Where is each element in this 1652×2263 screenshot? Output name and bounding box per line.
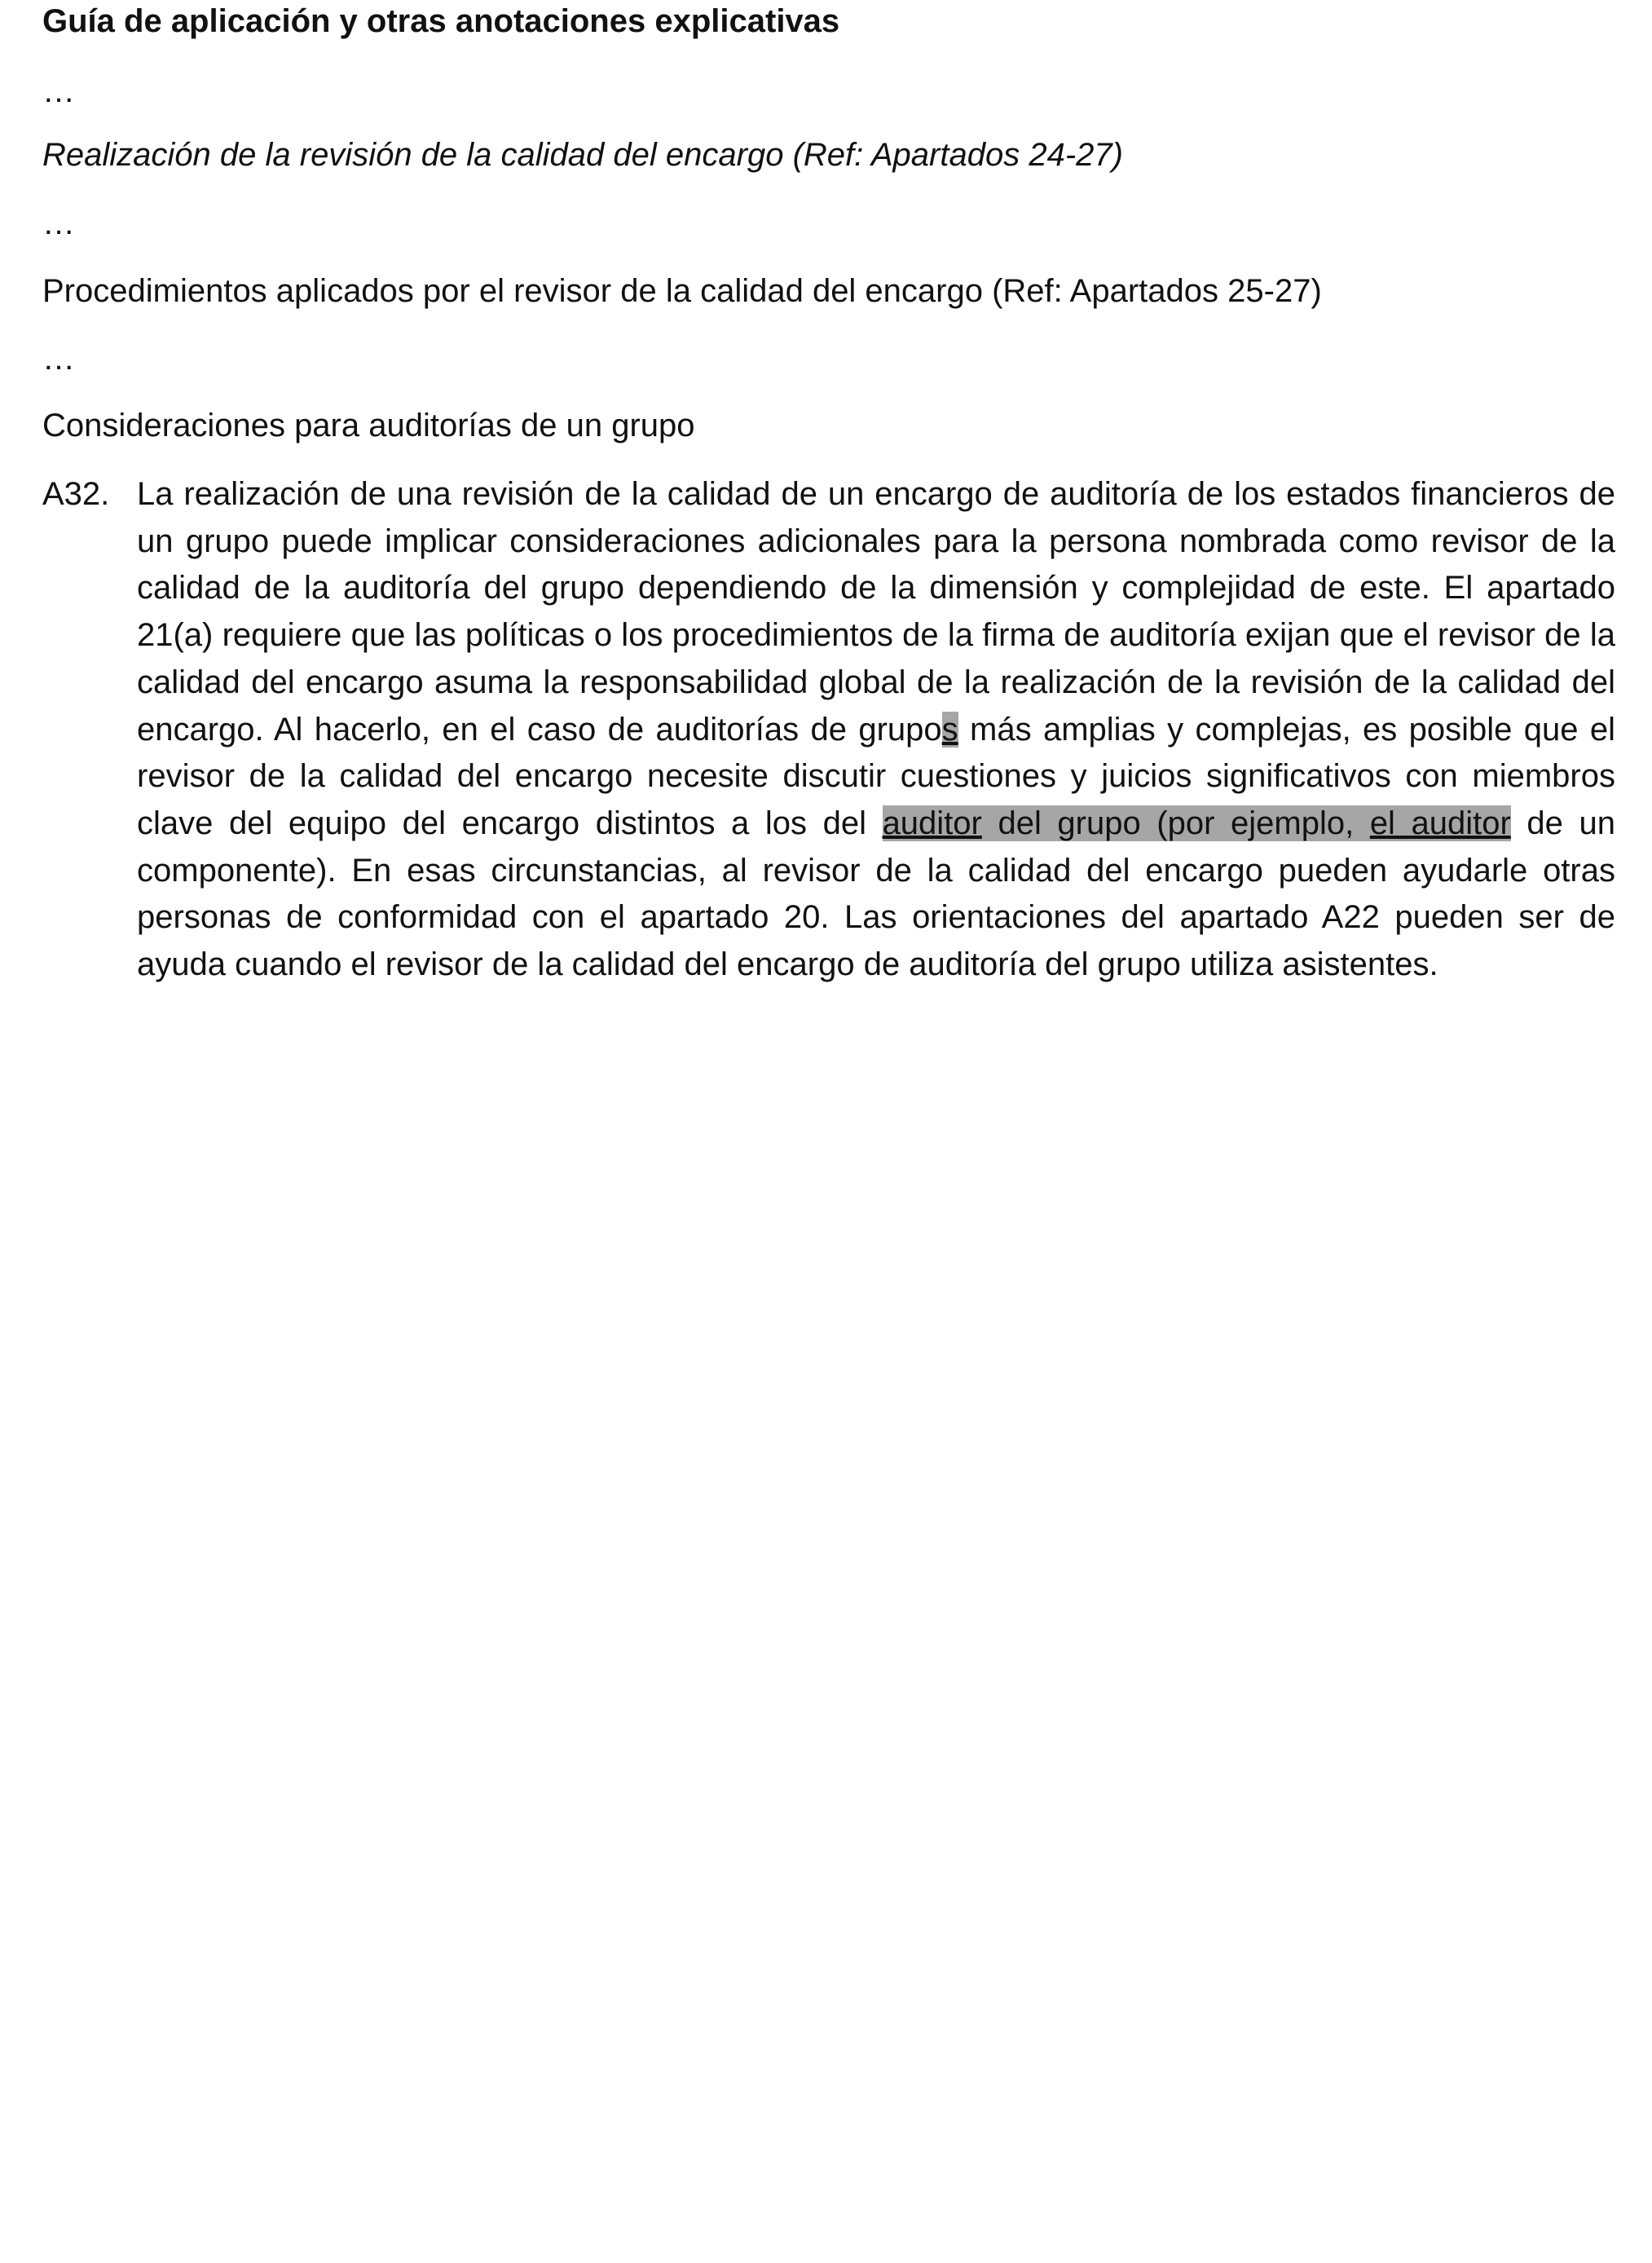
paragraph-number: A32.: [42, 476, 110, 512]
paragraph-text-part-2: más amplias y complejas, es posible que el revisor de la calidad del encargo necesite discutir cuestiones y juicios significativos con miembros clave del equipo del encargo distintos a los del: [137, 711, 1616, 841]
ellipsis-1: …: [42, 73, 75, 109]
paragraph-a32: [42, 471, 1615, 989]
highlighted-text: del grupo (por ejemplo,: [981, 805, 1370, 841]
section-subheading-italic: Realización de la revisión de la calidad del encargo (Ref: Apartados 24-27): [42, 137, 1123, 173]
tracked-change-highlight: auditor: [882, 805, 982, 841]
tracked-change-highlight: s: [941, 711, 958, 748]
ellipsis-2: …: [42, 205, 75, 241]
tracked-change-highlight: el auditor: [1369, 805, 1511, 841]
paragraph-body: [137, 471, 1615, 989]
procedures-subheading: Procedimientos aplicados por el revisor de la calidad del encargo (Ref: Apartados 25-27): [42, 273, 1322, 309]
paragraph-text-part-3: de un componente). En esas circunstancias, al revisor de la calidad del encargo pueden ayudarle otras personas de conformidad con el apartado 20. Las orientaciones del apartado A22 pueden ser de ayuda cuando el revisor de la calidad del encargo de auditoría del grupo utiliza asistentes.: [137, 805, 1615, 983]
ellipsis-3: …: [42, 341, 75, 377]
paragraph-text-part-1: La realización de una revisión de la calidad de un encargo de auditoría de los estados financieros de un grupo puede implicar consideraciones adicionales para la persona nombrada como revisor de la calidad de la auditoría del grupo dependiendo de la dimensión y complejidad de este. El apartado 21(a) requiere que las políticas o los procedimientos de la firma de auditoría exijan que el revisor de la calidad del encargo asuma la responsabilidad global de la realización de la revisión de la calidad del encargo. Al hacerlo, en el caso de auditorías de grupo: [137, 476, 1615, 748]
group-audit-heading: Consideraciones para auditorías de un grupo: [42, 408, 695, 443]
document-heading: Guía de aplicación y otras anotaciones explicativas: [42, 3, 840, 39]
